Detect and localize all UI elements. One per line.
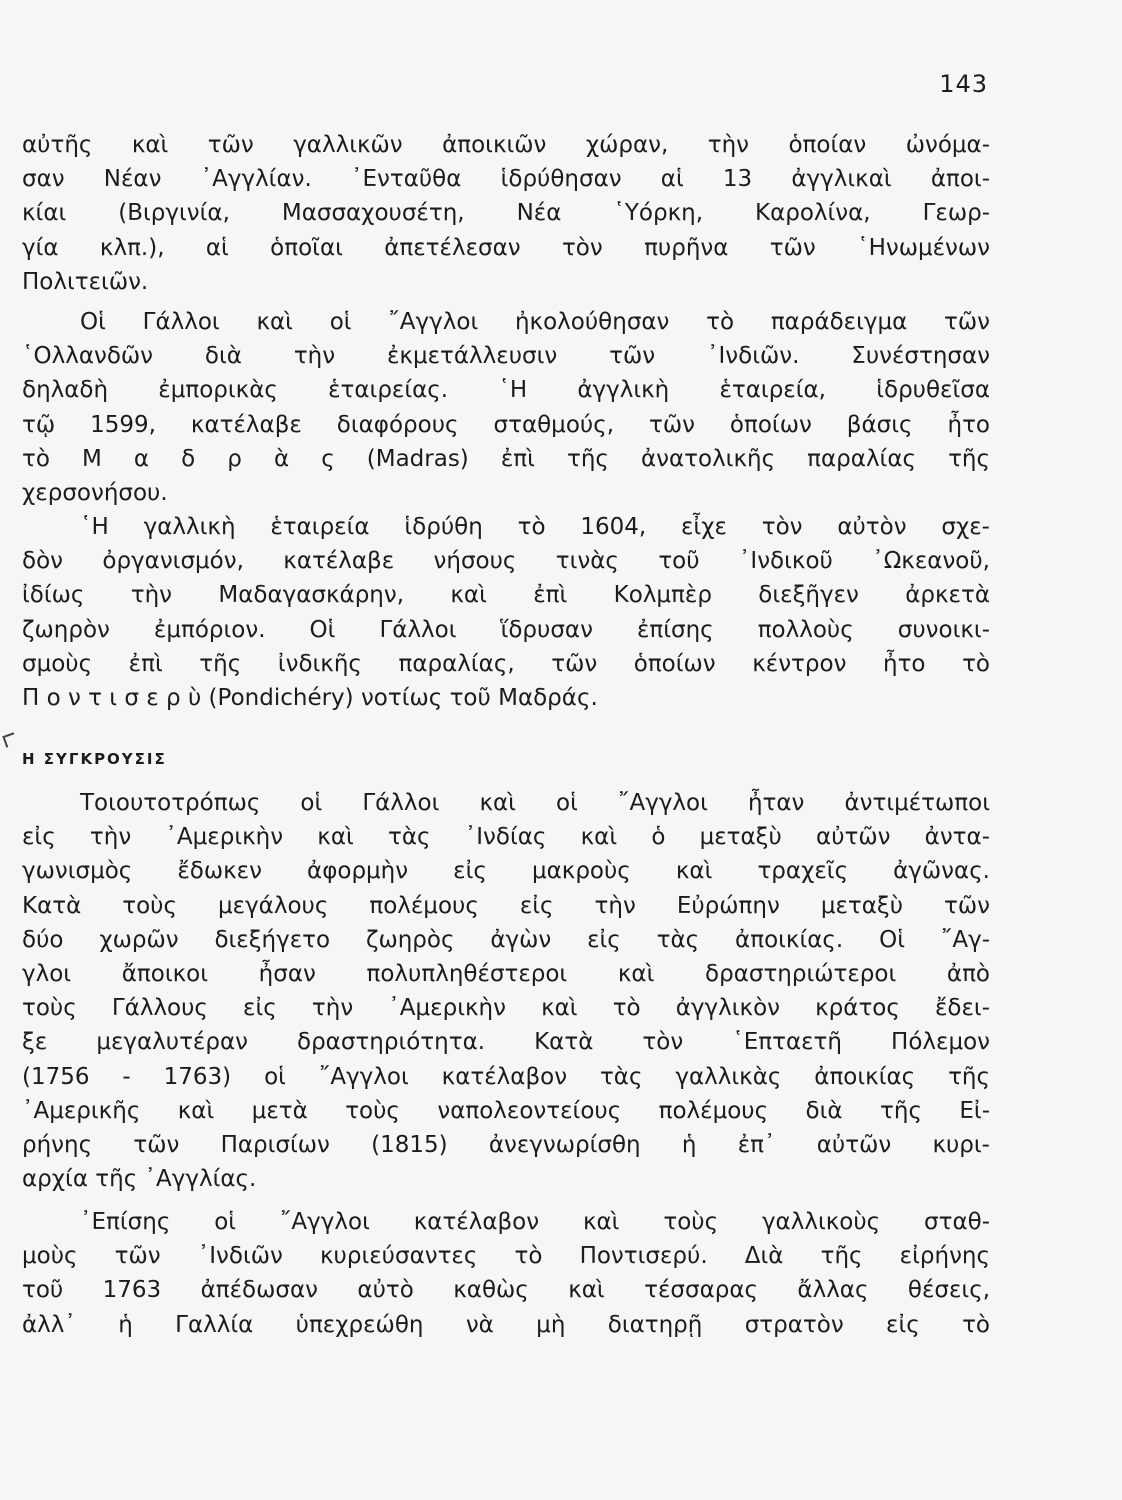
- text-line: αρχία τῆς ᾿Αγγλίας.: [22, 1166, 257, 1193]
- text-line: Πολιτειῶν.: [22, 268, 149, 295]
- text-line: ᾿Επίσης οἱ ῎Αγγλοι κατέλαβον καὶ τοὺς γαλλικοὺς σταθ-: [80, 1209, 990, 1235]
- text-line: γωνισμὸς ἔδωκεν ἀφορμὴν εἰς μακροὺς καὶ τραχεῖς ἀγῶνας.: [22, 858, 990, 885]
- text-line: ρήνης τῶν Παρισίων (1815) ἀνεγνωρίσθη ἡ ἐπ᾿ αὐτῶν κυρι-: [22, 1131, 990, 1158]
- text-line: σαν Νέαν ᾿Αγγλίαν. ᾿Ενταῦθα ἱδρύθησαν αἱ 13 ἀγγλικαὶ ἀποι-: [22, 166, 990, 193]
- text-line: Τοιουτοτρόπως οἱ Γάλλοι καὶ οἱ ῎Αγγλοι ἦταν ἀντιμέτωποι: [80, 790, 990, 816]
- paragraph-companies: [22, 305, 990, 510]
- text-line: ῾Η γαλλικὴ ἑταιρεία ἱδρύθη τὸ 1604, εἶχε τὸν αὐτὸν σχε-: [80, 514, 990, 540]
- text-line: αὐτῆς καὶ τῶν γαλλικῶν ἀποικιῶν χώραν, τὴν ὁποίαν ὠνόμα-: [22, 132, 990, 158]
- text-line: δύο χωρῶν διεξήγετο ζωηρὸς ἀγὼν εἰς τὰς ἀποικίας. Οἱ ῎Αγ-: [22, 926, 990, 953]
- text-line: δηλαδὴ ἐμπορικὰς ἑταιρείας. ῾Η ἀγγλικὴ ἑταιρεία, ἱδρυθεῖσα: [22, 377, 990, 404]
- text-line: ἰδίως τὴν Μαδαγασκάρην, καὶ ἐπὶ Κολμπὲρ διεξῆγεν ἀρκετὰ: [22, 582, 990, 609]
- text-line: εἰς τὴν ᾿Αμερικὴν καὶ τὰς ᾿Ινδίας καὶ ὁ μεταξὺ αὐτῶν ἀντα-: [22, 824, 990, 851]
- text-line: γία κλπ.), αἱ ὁποῖαι ἀπετέλεσαν τὸν πυρῆνα τῶν ῾Ηνωμένων: [22, 234, 990, 261]
- paragraph-india: [22, 1205, 990, 1342]
- text-line: Οἱ Γάλλοι καὶ οἱ ῎Αγγλοι ἠκολούθησαν τὸ παράδειγμα τῶν: [80, 309, 990, 335]
- text-line: Π ο ν τ ι σ ε ρ ὺ (Pondichéry) νοτίως τοῦ Μαδράς.: [22, 684, 598, 711]
- text-line: ξε μεγαλυτέραν δραστηριότητα. Κατὰ τὸν ῾Επταετῆ Πόλεμον: [22, 1029, 990, 1056]
- paragraph-colonies: [22, 128, 990, 299]
- text-line: κίαι (Βιργινία, Μασσαχουσέτη, Νέα ῾Υόρκη, Καρολίνα, Γεωρ-: [22, 200, 990, 227]
- paragraph-french-company: [22, 510, 990, 715]
- text-line: τοῦ 1763 ἀπέδωσαν αὐτὸ καθὼς καὶ τέσσαρας ἄλλας θέσεις,: [22, 1277, 990, 1304]
- text-line: τῷ 1599, κατέλαβε διαφόρους σταθμούς, τῶν ὁποίων βάσις ἦτο: [22, 411, 990, 438]
- page-number: 143: [939, 70, 988, 98]
- margin-pen-mark: [2, 732, 17, 747]
- text-line: σμοὺς ἐπὶ τῆς ἰνδικῆς παραλίας, τῶν ὁποίων κέντρον ἦτο τὸ: [22, 650, 990, 677]
- text-line: γλοι ἄποικοι ἦσαν πολυπληθέστεροι καὶ δραστηριώτεροι ἀπὸ: [22, 960, 990, 987]
- text-line: ζωηρὸν ἐμπόριον. Οἱ Γάλλοι ἵδρυσαν ἐπίσης πολλοὺς συνοικι-: [22, 616, 990, 643]
- text-line: δὸν ὀργανισμόν, κατέλαβε νήσους τινὰς τοῦ ᾿Ινδικοῦ ᾿Ωκεανοῦ,: [22, 548, 990, 575]
- paragraph-conflict: [22, 786, 990, 1196]
- text-line: ῾Ολλανδῶν διὰ τὴν ἐκμετάλλευσιν τῶν ᾿Ινδιῶν. Συνέστησαν: [22, 343, 990, 370]
- text-line: ἀλλ᾿ ἡ Γαλλία ὑπεχρεώθη νὰ μὴ διατηρῇ στρατὸν εἰς τὸ: [22, 1311, 990, 1338]
- text-line: τοὺς Γάλλους εἰς τὴν ᾿Αμερικὴν καὶ τὸ ἀγγλικὸν κράτος ἔδει-: [22, 995, 990, 1022]
- text-line: (1756 - 1763) οἱ ῎Αγγλοι κατέλαβον τὰς γαλλικὰς ἀποικίας τῆς: [22, 1063, 990, 1090]
- section-heading: Η ΣΥΓΚΡΟΥΣΙΣ: [22, 750, 167, 768]
- text-line: μοὺς τῶν ᾿Ινδιῶν κυριεύσαντες τὸ Ποντισερύ. Διὰ τῆς εἰρήνης: [22, 1243, 990, 1270]
- text-line: τὸ Μ α δ ρ ὰ ς (Madras) ἐπὶ τῆς ἀνατολικῆς παραλίας τῆς: [22, 445, 990, 472]
- text-line: ᾿Αμερικῆς καὶ μετὰ τοὺς ναπολεοντείους πολέμους διὰ τῆς Εἰ-: [22, 1097, 990, 1124]
- text-line: χερσονήσου.: [22, 479, 168, 506]
- text-line: Κατὰ τοὺς μεγάλους πολέμους εἰς τὴν Εὐρώπην μεταξὺ τῶν: [22, 892, 990, 919]
